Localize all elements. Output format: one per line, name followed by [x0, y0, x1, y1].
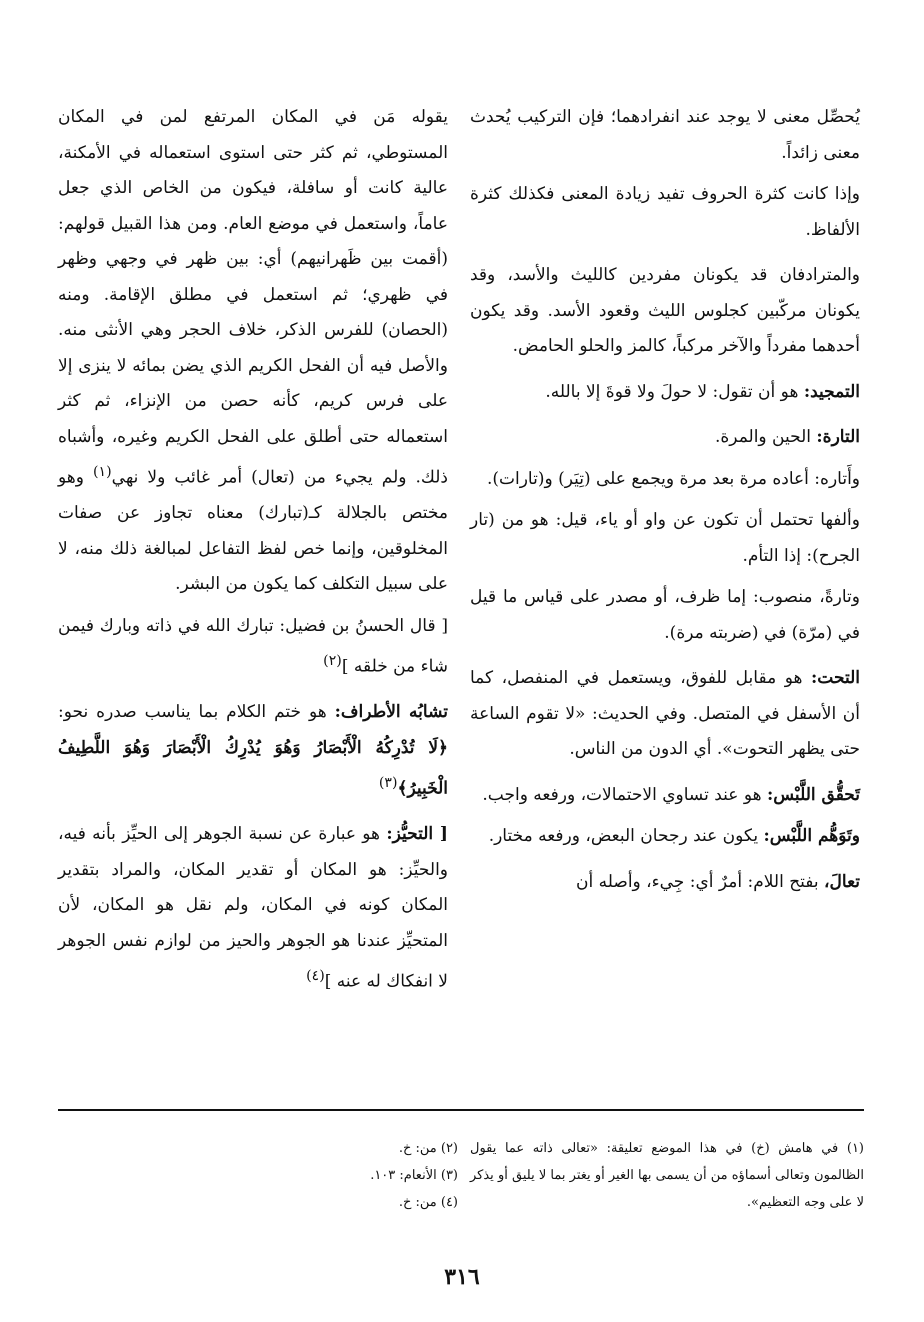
- footnote-4: (٤) من: خ.: [398, 1195, 458, 1210]
- paragraph: وإذا كانت كثرة الحروف تفيد زيادة المعنى فكذلك كثرة الألفاظ.: [470, 184, 860, 240]
- entry-tara: [470, 420, 860, 456]
- entry-body: هو أن تقول: لا حولَ ولا قوةَ إلا بالله.: [545, 381, 799, 402]
- entry-tashabuh-alatraf: [58, 695, 448, 807]
- entry-head: تعالَ،: [824, 871, 860, 892]
- text: هو عبارة عن نسبة الجوهر إلى الحيِّز بأنه فيه، والحيِّز: هو المكان أو تقدير المكان، والمراد بتقدير المكان كونه في المكان، ولم نقل هو المكان، لأن المتحيِّز عندنا هو الجوهر والحيز من لوازم نفس الجوهر لا انفكاك له عنه ]: [58, 824, 448, 993]
- footnote-3: (٣) الأنعام: ١٠٣.: [370, 1168, 458, 1183]
- entry-head: التحت:: [811, 668, 860, 688]
- footnotes-left: [300, 1135, 458, 1216]
- entry-body: هو مقابل للفوق، ويستعمل في المنفصل، كما أن الأسفل في المتصل. وفي الحديث: «لا تقوم الساعة حتى يظهر التحوت». أي الدون من الناس.: [470, 668, 860, 759]
- entry-tawahhum-allabs: [470, 819, 860, 855]
- footnote-ref: (٤): [306, 968, 325, 985]
- paragraph: يُحصِّل معنى لا يوجد عند انفرادهما؛ فإن التركيب يُحدث معنى زائداً.: [470, 107, 860, 163]
- entry-body: بفتح اللام: أمرٌ أي: جِيء، وأصله أن: [576, 871, 819, 892]
- text: [ قال الحسنُ بن فضيل: تبارك الله في ذاته وبارك فيمن شاء من خلقه ]: [58, 615, 448, 677]
- entry-head: التمجيد:: [803, 381, 860, 402]
- paragraph: وألفها تحتمل أن تكون عن واو أو ياء، قيل: هو من (تار الجرح): إذا التأم.: [470, 510, 860, 566]
- footnote-2: (٢) من: خ.: [398, 1141, 458, 1156]
- paragraph: وأَتاره: أعاده مرة بعد مرة ويجمع على (تِيَر) و(تارات).: [486, 468, 860, 489]
- entry-taala: [470, 865, 860, 901]
- text: وهو مختص بالجلالة كـ(تبارك) معناه تجاوز عن صفات المخلوقين، وإنما خص لفظ التفاعل لمبالغة ذلك منه، لا على سبيل التكلف كما يكون من البشر.: [58, 467, 448, 595]
- entry-body: هو عند تساوي الاحتمالات، ورفعه واجب.: [482, 784, 762, 805]
- entry-head: وتَوَهُّم اللَّبْس:: [763, 826, 860, 846]
- entry-body: الحين والمرة.: [715, 427, 811, 447]
- entry-head: [ التحيُّز:: [386, 824, 448, 845]
- paragraph: وتارةً، منصوب: إما ظرف، أو مصدر على قياس ما قيل في (مرّة) في (ضربته مرة).: [470, 587, 860, 643]
- footnote-ref: (٢): [323, 653, 342, 670]
- entry-head: التارة:: [816, 427, 860, 447]
- entry-head: تشابُه الأطراف:: [334, 702, 448, 723]
- quran-verse: ﴿لَا تُدْرِكُهُ الْأَبْصَارُ وَهُوَ يُدْرِكُ الْأَبْصَارَ وَهُوَ اللَّطِيفُ الْخَبِيرُ﴾: [58, 737, 448, 799]
- page-number: ٣١٦: [444, 1264, 480, 1290]
- entry-body: يكون عند رجحان البعض، ورفعه مختار.: [488, 826, 759, 846]
- footnotes-right: [470, 1135, 864, 1216]
- text: هو ختم الكلام بما يناسب صدره نحو:: [58, 702, 335, 723]
- entry-head: تَحقُّق اللَّبْس:: [766, 784, 860, 805]
- entry-tahaqquq-allabs: [470, 778, 860, 814]
- paragraph: [58, 609, 448, 686]
- text: يقوله مَن في المكان المرتفع لمن في المكان المستوطي، ثم كثر حتى استوى استعماله في الأمكنة، عالية كانت أو سافلة، فيكون من الخاص الذي جعل عاماً، واستعمل في موضع العام. ومن هذا القبيل قولهم: (أقمت بين ظَهرانيهم) أي: بين ظهر في وجهي وظهر في ظهري؛ ثم استعمل في مطلق الإقامة. ومنه (الحصان) للفرس الذكر، خلاف الحجر وهي الأنثى منه. والأصل فيه أن الفحل الكريم الذي يضن بمائه لا ينزى إلا على فرس كريم، كأنه حصن من الإنزاء، ثم كثر استعماله حتى أطلق على الفحل الكريم وغيره، وأشباه ذلك. ولم يجيء من (تعال) أمر غائب ولا نهي: [58, 107, 448, 488]
- footnote-ref: (١): [92, 464, 112, 480]
- footnote-divider: [58, 1109, 864, 1111]
- entry-taht: [470, 661, 860, 768]
- entry-tahayyuz: [58, 817, 448, 1000]
- entry-tamjid: [470, 375, 860, 411]
- paragraph: [58, 100, 448, 603]
- footnote-1: (١) في هامش (خ) في هذا الموضع تعليقة: «تعالى ذاته عما يقول الظالمون وتعالى أسماؤه من أن يسمى بها الغير أو يغتر بما لا يليق أو يذكر لا على وجه التعظيم».: [470, 1141, 864, 1210]
- left-column: [58, 100, 448, 1007]
- right-column: [470, 100, 860, 906]
- footnote-ref: (٣): [378, 775, 398, 792]
- paragraph: والمترادفان قد يكونان مفردين كالليث والأسد، وقد يكونان مركّبين كجلوس الليث وقعود الأسد. وقد يكون أحدهما مفرداً والآخر مركباً، كالمز والحلو الحامض.: [470, 265, 860, 356]
